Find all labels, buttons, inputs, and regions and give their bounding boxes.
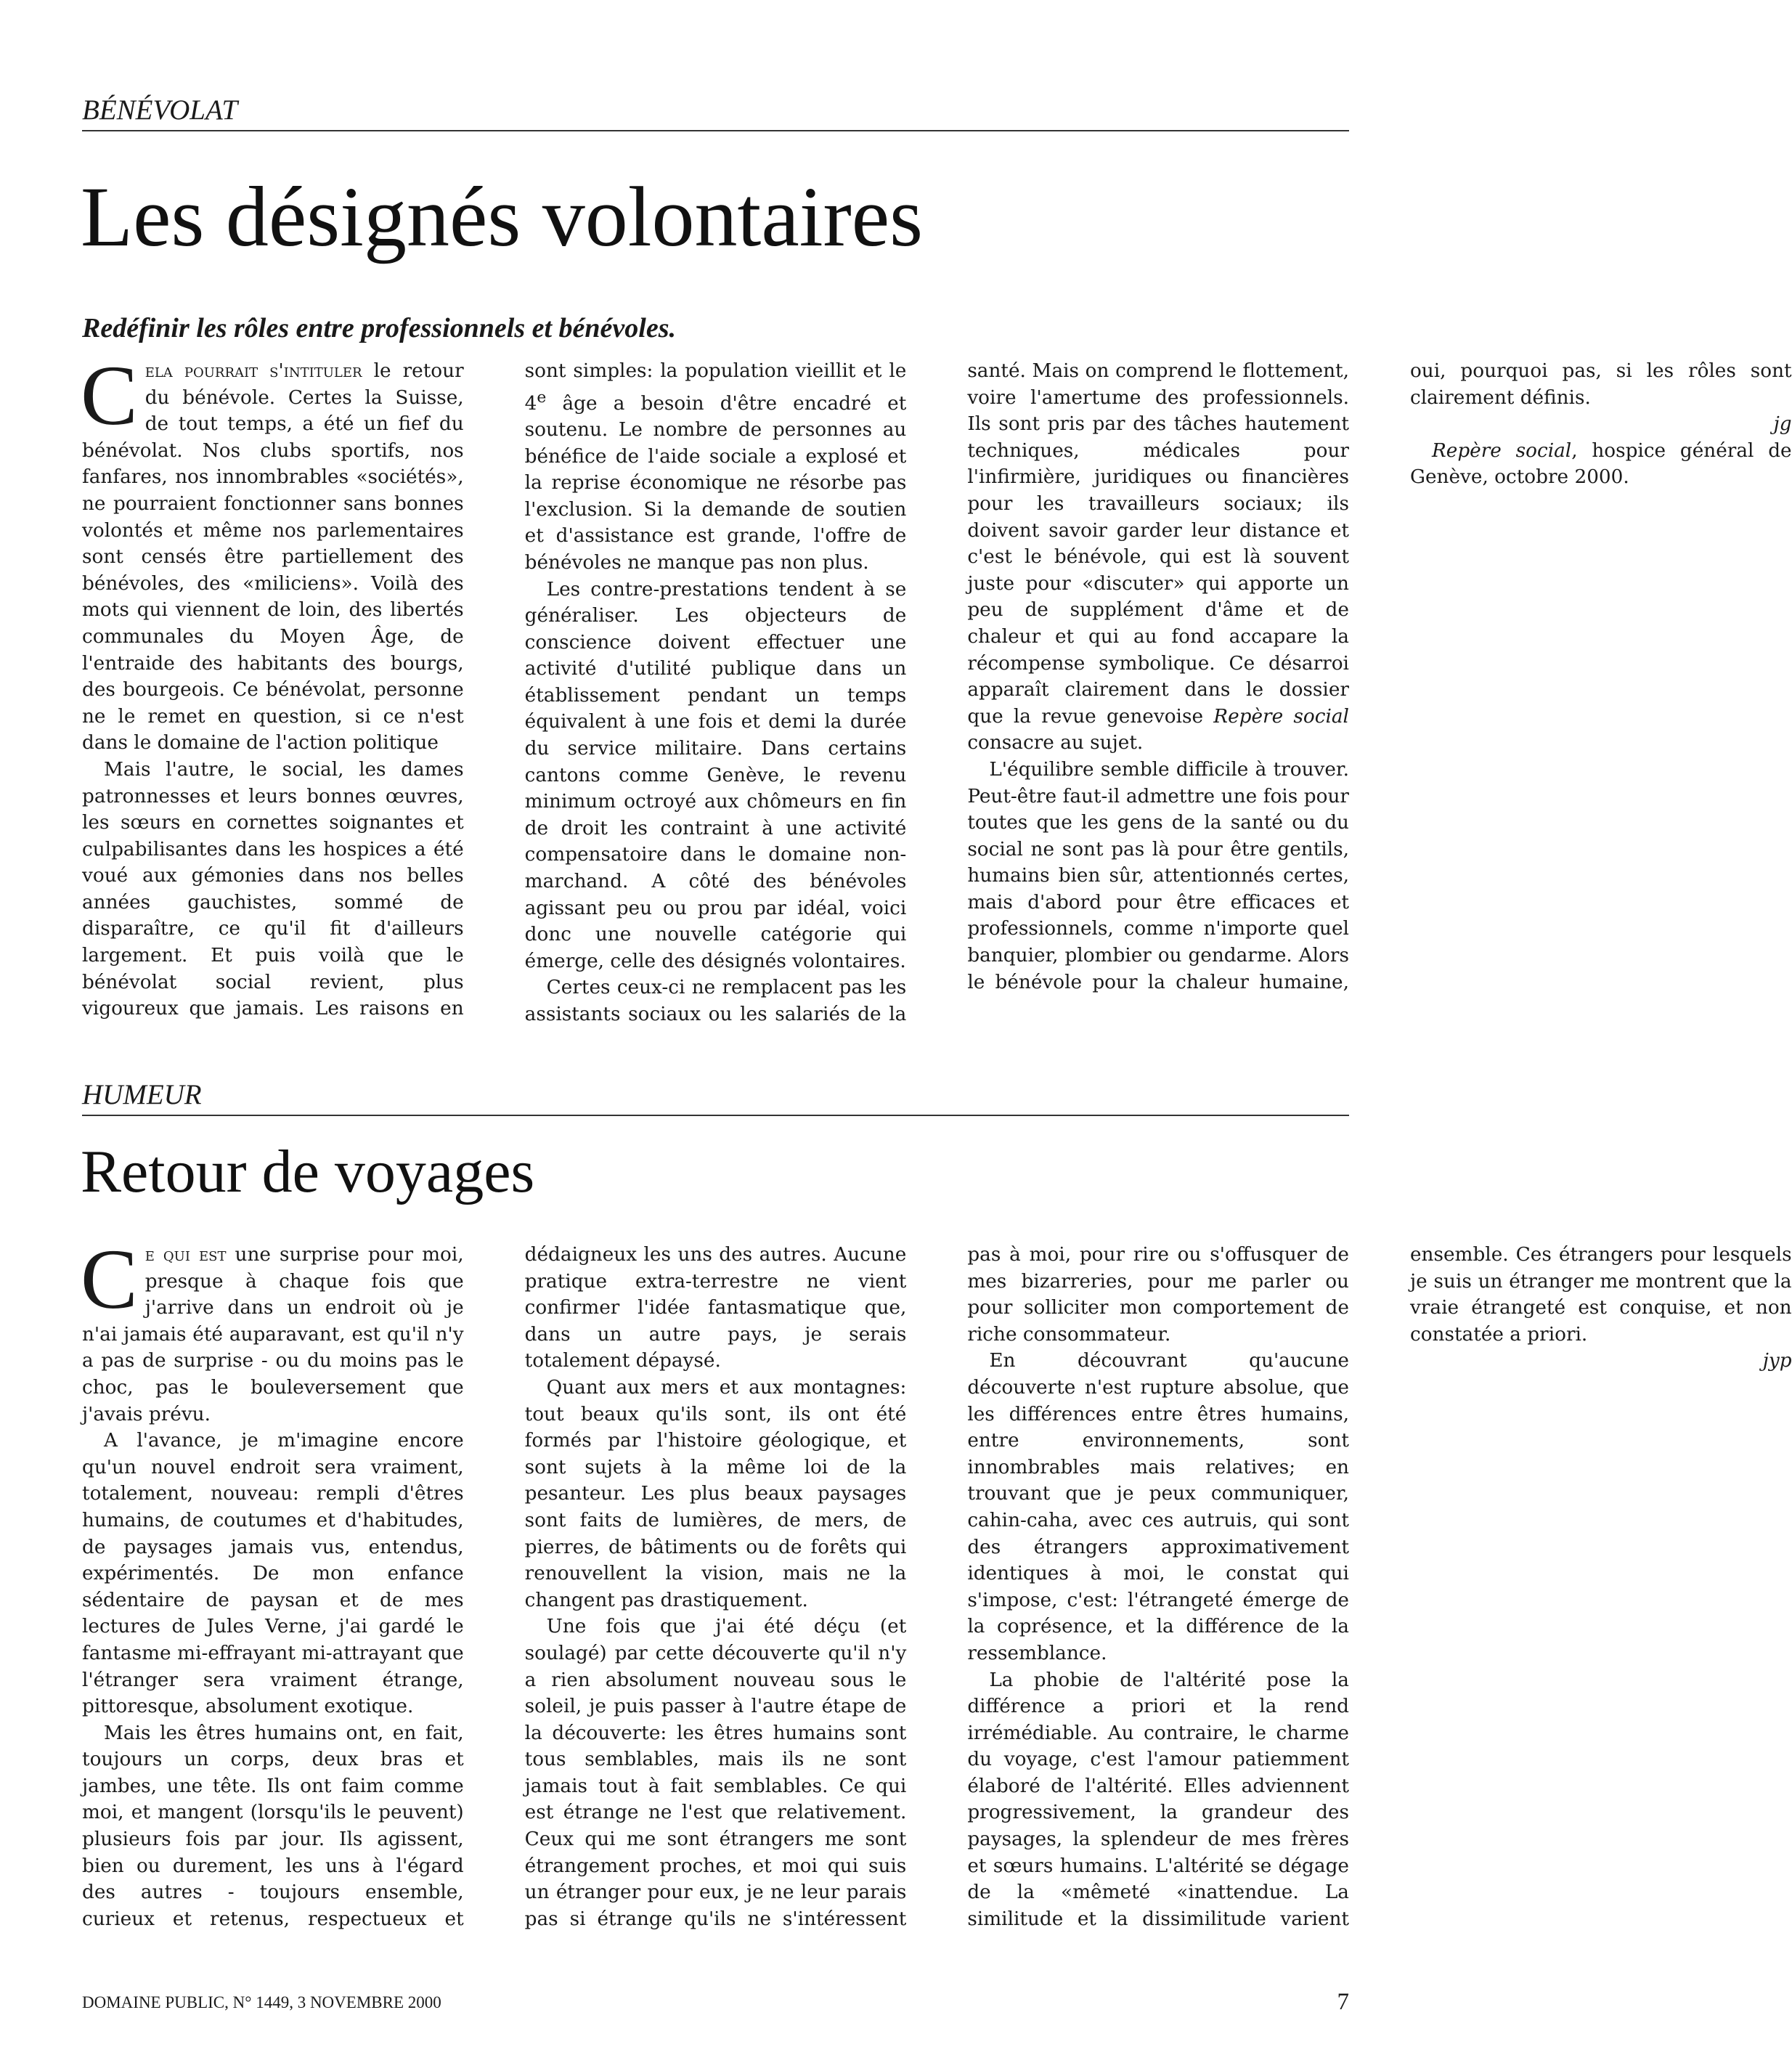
- section-rubric-humeur: HUMEUR: [82, 1081, 1349, 1116]
- paragraph: Cela pourrait s'intituler le retour du bénévole. Certes la Suisse, de tout temps, a été un fief du bénévolat. Nos clubs sportifs, nos fanfares, nos innombrables «sociétés», ne pourraient fonctionner sans bonnes volontés et même nos parlementaires sont censés être partiellement des bénévoles, des «miliciens». Voilà des mots qui viennent de loin, des libertés communales du Moyen Âge, de l'entraide des habitants des bourgs, des bourgeois. Ce bénévolat, personne ne le remet en question, si ce n'est dans le domaine de l'action politique: [81, 348, 464, 754]
- paragraph: En découvrant qu'aucune découverte n'est rupture absolue, que les différences entre êtres humains, entre environnements, sont innombrables mais relatives; en trouvant que je peux communiquer, cahin-caha, avec ces autruis, qui sont des étrangers approximativement identiques à moi, le constat qui s'impose, c'est: l'étrangeté émerge de la coprésence, et la différence de la ressemblance.: [967, 1350, 1349, 1664]
- drop-cap: C: [81, 348, 138, 443]
- paragraph: Une fois que j'ai été déçu (et soulagé) par cette découverte qu'il n'y a rien absolument nouveau sous le soleil, je puis passer à l'autre étape de la découverte: les êtres humains sont tous semblables, mais ils ne sont jamais tout à fait semblables. Ce qui est étrange ne l'est que relativement. Ceux qui me sont étrangers me sont étrangement proches, et moi qui suis un étranger pour eux, je ne leur parais pas si étrange qu'ils ne s'intéressent pas à moi, pour rire ou s'offusquer de mes bizarreries, pour me parler ou pour solliciter mon comportement de riche consommateur.: [524, 1244, 1349, 1930]
- small-caps-opening: ela pourrait s'intituler: [144, 360, 362, 382]
- paragraph: La phobie de l'altérité pose la différence a priori et la rend irrémédiable. Au contraire, le charme du voyage, c'est l'amour patiemment élaboré de l'altérité. Elles adviennent progressivement, la grandeur des paysages, la splendeur de mes frères et sœurs humains. L'altérité se dégage de la «mêmeté «inattendue. La similitude et la dissimilitude varient ensemble. Ces étrangers pour lesquels je suis un étranger me montrent que la vraie étrangeté est conquise, et non constatée a priori. jyp: [967, 1244, 1792, 1930]
- author-signature: jyp: [1762, 1350, 1792, 1372]
- paragraph: Certes ceux-ci ne remplacent pas les assistants sociaux ou les salariés de la santé. Mais on comprend le flottement, voire l'amertume des professionnels. Ils sont pris par des tâches hautement techniques, médicales pour l'infirmière, juridiques ou financières pour les travailleurs sociaux; ils doivent savoir garder leur distance et c'est le bénévole, qui est là souvent juste pour «discuter» qui apporte un peu de supplément d'âme et de chaleur et qui au fond accapare la récompense symbolique. Ce désarroi apparaît clairement dans le dossier que la revue genevoise Repère social consacre au sujet.: [524, 360, 1349, 1026]
- paragraph: Les contre-prestations tendent à se généraliser. Les objecteurs de conscience doivent effectuer une activité d'utilité publique dans un établissement pendant un temps équivalent à une fois et demi la durée du service militaire. Dans certains cantons comme Genève, le revenu minimum octroyé aux chômeurs en fin de droit les contraint à une activité compensatoire dans le domaine non-marchand. A côté des bénévoles agissant peu ou prou par idéal, voici donc une nouvelle catégorie qui émerge, celle des désignés volontaires.: [524, 578, 907, 972]
- paragraph: Ce qui est une surprise pour moi, presque à chaque fois que j'arrive dans un endroit où je n'ai jamais été auparavant, est qu'il n'y a pas de surprise - ou du moins pas le choc, pas le bouleversement que j'avais prévu.: [81, 1232, 464, 1425]
- paragraph: Mais les êtres humains ont, en fait, toujours un corps, deux bras et jambes, une tête. Ils ont faim comme moi, et mangent (lorsqu'ils le peuvent) plusieurs fois par jour. Ils agissent, bien ou durement, les uns à l'égard des autres - toujours ensemble, curieux et retenus, respectueux et dédaigneux les uns des autres. Aucune pratique extra-terrestre ne vient confirmer l'idée fantasmatique que, dans un autre pays, je serais totalement dépaysé.: [82, 1244, 907, 1930]
- small-caps-opening: e qui est: [144, 1244, 227, 1266]
- section-rubric-benevolat: BÉNÉVOLAT: [82, 96, 1349, 131]
- publication-info: DOMAINE PUBLIC, N° 1449, 3 NOVEMBRE 2000: [82, 1993, 441, 2011]
- paragraph: Mais l'autre, le social, les dames patronnesses et leurs bonnes œuvres, les sœurs en cornettes soignantes et culpabilisantes dans les hospices a été voué aux gémonies dans nos belles années gauchistes, sommé de disparaître, ce qu'il fit d'ailleurs largement. Et puis voilà que le bénévolat social revient, plus vigoureux que jamais. Les raisons en sont simples: la population vieillit et le 4e âge a besoin d'être encadré et soutenu. Le nombre de personnes au bénéfice de l'aide sociale a explosé et la reprise économique ne résorbe pas l'exclusion. Si la demande de soutien et d'assistance est grande, l'offre de bénévoles ne manque pas non plus.: [82, 360, 907, 1020]
- paragraph: L'équilibre semble difficile à trouver. Peut-être faut-il admettre une fois pour toutes que les gens de la santé ou du social ne sont pas là pour être gentils, humains bien sûr, attentionnés certes, mais d'abord pour être efficaces et professionnels, comme n'importe quel banquier, plombier ou gendarme. Alors le bénévole pour la chaleur humaine, oui, pourquoi pas, si les rôles sont clairement définis. jg: [967, 360, 1792, 993]
- page-footer: [82, 1989, 1349, 2015]
- source-note: Repère social, hospice général de Genève, octobre 2000.: [1409, 439, 1792, 489]
- paragraph: Quant aux mers et aux montagnes: tout beaux qu'ils sont, ils ont été formés par l'histoire géologique, et sont sujets à la même loi de la pesanteur. Les plus beaux paysages sont faits de lumières, de mers, de pierres, de bâtiments ou de forêts qui renouvellent la vision, mais ne la changent pas drastiquement.: [524, 1376, 907, 1611]
- article-body: [81, 348, 1792, 1048]
- paragraph: A l'avance, je m'imagine encore qu'un nouvel endroit sera vraiment, totalement, nouveau: rempli d'êtres humains, de coutumes et d'habitudes, de paysages jamais vus, entendus, expérimentés. De mon enfance sédentaire de paysan et de mes lectures de Jules Verne, j'ai gardé le fantasme mi-effrayant mi-attrayant que l'étranger sera vraiment étrange, pittoresque, absolument exotique.: [82, 1430, 464, 1718]
- page-number: 7: [1337, 1989, 1349, 2015]
- article-body: [81, 1232, 1792, 1946]
- author-signature: jg: [1773, 413, 1792, 436]
- drop-cap: C: [81, 1232, 138, 1327]
- article-title: Les désignés volontaires: [81, 169, 924, 264]
- article-title: Retour de voyages: [81, 1138, 535, 1205]
- article-lead: Redéfinir les rôles entre professionnels et bénévoles.: [82, 313, 676, 343]
